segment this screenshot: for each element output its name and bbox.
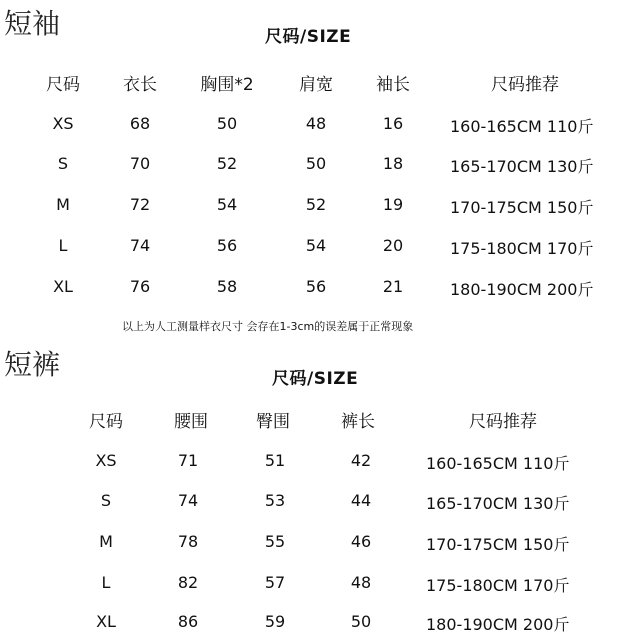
shirt-cell-chest: 58	[216, 277, 238, 296]
shirt-cell-sleeve: 20	[382, 236, 404, 255]
shirt-size-title: 尺码/SIZE	[265, 27, 352, 47]
shorts-cell-waist: 71	[177, 451, 199, 470]
shorts-cell-recommend: 175-180CM 170斤	[426, 576, 570, 595]
shorts-cell-size: L	[101, 573, 111, 592]
shorts-cell-waist: 78	[177, 532, 199, 551]
shorts-cell-size: XL	[96, 612, 116, 631]
shorts-cell-length: 46	[350, 532, 372, 551]
shorts-cell-hip: 59	[264, 612, 286, 631]
shirt-cell-sleeve: 21	[382, 277, 404, 296]
shorts-cell-size: S	[100, 491, 112, 510]
shorts-size-title: 尺码/SIZE	[272, 369, 359, 389]
shorts-header-recommend: 尺码推荐	[469, 412, 537, 432]
shirt-header-recommend: 尺码推荐	[491, 75, 559, 95]
shirt-header-length: 衣长	[123, 75, 157, 95]
shirt-cell-recommend: 180-190CM 200斤	[450, 280, 594, 299]
shorts-header-waist: 腰围	[174, 412, 208, 432]
shirt-cell-shoulder: 48	[305, 114, 327, 133]
shirt-cell-length: 74	[129, 236, 151, 255]
shorts-cell-length: 48	[350, 573, 372, 592]
shirt-header-shoulder: 肩宽	[299, 75, 333, 95]
shorts-header-size: 尺码	[89, 412, 123, 432]
shorts-cell-waist: 82	[177, 573, 199, 592]
shirt-cell-shoulder: 52	[305, 195, 327, 214]
shorts-cell-size: M	[99, 532, 113, 551]
shorts-cell-length: 42	[350, 451, 372, 470]
shirt-cell-recommend: 175-180CM 170斤	[450, 239, 594, 258]
shirt-header-size: 尺码	[46, 75, 80, 95]
shirt-cell-recommend: 160-165CM 110斤	[450, 117, 594, 136]
shorts-cell-length: 44	[350, 491, 372, 510]
measurement-note: 以上为人工测量样衣尺寸 会存在1-3cm的误差属于正常现象	[122, 320, 414, 333]
shirt-cell-sleeve: 19	[382, 195, 404, 214]
shorts-cell-length: 50	[350, 612, 372, 631]
shirt-cell-shoulder: 54	[305, 236, 327, 255]
shirt-cell-length: 72	[129, 195, 151, 214]
shirt-cell-size: S	[57, 154, 69, 173]
shorts-cell-size: XS	[95, 451, 117, 470]
shirt-cell-shoulder: 56	[305, 277, 327, 296]
shorts-cell-hip: 57	[264, 573, 286, 592]
shorts-cell-waist: 74	[177, 491, 199, 510]
shirt-cell-shoulder: 50	[305, 154, 327, 173]
shirt-section-label: 短袖	[4, 7, 61, 40]
shorts-cell-recommend: 165-170CM 130斤	[426, 494, 570, 513]
shorts-header-length: 裤长	[341, 412, 375, 432]
shirt-cell-length: 76	[129, 277, 151, 296]
shorts-cell-waist: 86	[177, 612, 199, 631]
shorts-header-hip: 臀围	[256, 412, 290, 432]
shirt-cell-length: 70	[129, 154, 151, 173]
shirt-cell-length: 68	[129, 114, 151, 133]
shirt-cell-size: XS	[52, 114, 74, 133]
shirt-cell-recommend: 165-170CM 130斤	[450, 157, 594, 176]
shirt-cell-sleeve: 18	[382, 154, 404, 173]
shorts-section-label: 短裤	[4, 348, 61, 381]
shirt-cell-chest: 50	[216, 114, 238, 133]
shirt-cell-sleeve: 16	[382, 114, 404, 133]
shirt-cell-size: XL	[53, 277, 73, 296]
shirt-header-sleeve: 袖长	[376, 75, 410, 95]
shirt-cell-chest: 56	[216, 236, 238, 255]
shorts-cell-hip: 53	[264, 491, 286, 510]
shirt-header-chest: 胸围*2	[200, 75, 254, 95]
shorts-cell-hip: 55	[264, 532, 286, 551]
shirt-cell-chest: 52	[216, 154, 238, 173]
shorts-cell-recommend: 180-190CM 200斤	[426, 615, 570, 634]
shorts-cell-hip: 51	[264, 451, 286, 470]
shorts-cell-recommend: 170-175CM 150斤	[426, 535, 570, 554]
shirt-cell-chest: 54	[216, 195, 238, 214]
shirt-cell-size: L	[58, 236, 68, 255]
shirt-cell-size: M	[56, 195, 70, 214]
shorts-cell-recommend: 160-165CM 110斤	[426, 454, 570, 473]
shirt-cell-recommend: 170-175CM 150斤	[450, 198, 594, 217]
